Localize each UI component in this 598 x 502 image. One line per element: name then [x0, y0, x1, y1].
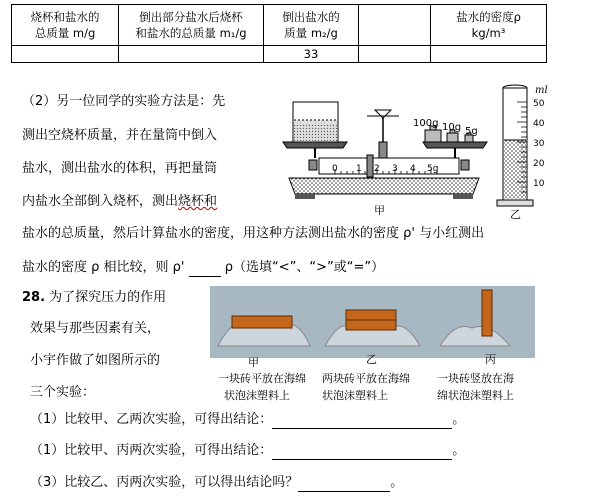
q28-line-1-text: 为了探究压力的作用 — [49, 290, 167, 305]
cell-density — [431, 46, 547, 63]
weight-label-10g: 10g — [442, 122, 462, 133]
q28-line-2: 效果与那些因素有关， — [30, 321, 161, 336]
scale-1: 1 — [356, 164, 362, 174]
q28-line-3: 小宇作做了如图所示的 — [30, 353, 161, 368]
cell-poured-mass: 33 — [264, 46, 359, 63]
fig2-caption-a-1: 一块砖平放在海绵 — [218, 372, 306, 385]
brick-a-icon — [232, 316, 292, 328]
subq-2-end: 。 — [452, 443, 466, 458]
data-table — [11, 4, 547, 63]
answer-blank-3[interactable] — [298, 477, 390, 492]
cyl-mark-10: 10 — [533, 179, 545, 189]
weight-label-5g: 5g — [465, 126, 478, 137]
sponge-bricks-figure — [210, 286, 535, 358]
subq-1-text: （1）比较甲、乙两次实验，可得出结论： — [30, 412, 273, 427]
subq-3-text: （3）比较乙、丙两次实验，可以得出结论吗？ — [30, 475, 299, 490]
cyl-mark-20: 20 — [533, 159, 545, 169]
cell-remaining-mass — [119, 46, 264, 63]
scale-4: 4 — [410, 164, 416, 174]
cylinder-unit: ml — [535, 85, 548, 96]
fig2-label-a: 甲 — [248, 356, 259, 369]
scale-3: 3 — [392, 164, 398, 174]
answer-blank-2[interactable] — [272, 445, 452, 460]
figure-label-b: 乙 — [510, 208, 521, 221]
answer-blank-1[interactable] — [272, 414, 452, 429]
subq-2-text: （1）比较甲、丙两次实验，可得出结论： — [30, 443, 273, 458]
fig2-label-c: 丙 — [485, 353, 496, 366]
header-poured-mass: 倒出盐水的 质量 m₂/g — [264, 5, 359, 46]
p2-line-6b: ρ（选填“<”、“>”或“=”） — [224, 260, 385, 275]
brick-b-top-icon — [346, 310, 396, 320]
subq-1-end: 。 — [452, 412, 466, 427]
fig2-caption-c-2: 绵状泡沫塑料上 — [437, 389, 514, 402]
brick-b-bottom-icon — [346, 320, 396, 330]
header-empty — [359, 5, 431, 46]
brick-c-icon — [482, 290, 492, 336]
scale-0: 0 — [332, 164, 338, 174]
graduated-cylinder-icon — [497, 85, 533, 206]
weight-label-100g: 100g — [413, 118, 439, 129]
cell-total-mass — [12, 46, 119, 63]
fig2-label-b: 乙 — [366, 353, 377, 366]
fig2-caption-b-1: 两块砖平放在海绵 — [322, 372, 410, 385]
header-density: 盐水的密度ρ kg/m³ — [431, 5, 547, 46]
beaker-icon — [293, 102, 338, 142]
p2-line-5: 盐水的总质量，然后计算盐水的密度，用这种方法测出盐水的密度 ρ' 与小红测出 — [22, 226, 485, 241]
cyl-mark-50: 50 — [533, 99, 545, 109]
subq-1 — [30, 411, 465, 429]
cyl-mark-40: 40 — [533, 119, 545, 129]
fig2-caption-c-1: 一块砖竖放在海 — [437, 372, 514, 385]
p2-line-6 — [22, 259, 384, 277]
p2-line-4b: 烧杯和 — [178, 194, 218, 209]
header-total-mass: 烧杯和盐水的 总质量 m/g — [12, 5, 119, 46]
rider-icon — [367, 155, 373, 177]
subq-3 — [30, 474, 403, 492]
header-remaining-mass: 倒出部分盐水后烧杯 和盐水的总质量 m₁/g — [119, 5, 264, 46]
q28-line-1 — [22, 289, 166, 307]
p2-line-1: （2）另一位同学的实验方法是：先 — [22, 94, 226, 109]
subq-3-end: 。 — [390, 475, 404, 490]
fig2-caption-b-2: 状泡沫塑料上 — [322, 389, 388, 402]
q28-line-4: 三个实验： — [30, 385, 96, 400]
scale-5g: 5g — [427, 164, 439, 174]
p2-line-6a: 盐水的密度 ρ 相比较，则 ρ' — [22, 260, 185, 275]
p2-line-4a: 内盐水全部倒入烧杯，测出 — [22, 194, 179, 209]
p2-line-2: 测出空烧杯质量，并在量筒中倒入 — [22, 128, 218, 143]
cyl-mark-30: 30 — [533, 139, 545, 149]
fig2-caption-a-2: 状泡沫塑料上 — [224, 389, 290, 402]
cell-empty — [359, 46, 431, 63]
p2-line-4 — [22, 193, 217, 211]
subq-2 — [30, 442, 465, 460]
answer-blank-density[interactable] — [189, 262, 221, 277]
balance-cylinder-figure — [275, 82, 560, 222]
q28-number: 28. — [22, 290, 46, 305]
figure-label-a: 甲 — [374, 204, 385, 217]
p2-line-3: 盐水，测出盐水的体积，再把量筒 — [22, 161, 218, 176]
scale-2: 2 — [374, 164, 380, 174]
